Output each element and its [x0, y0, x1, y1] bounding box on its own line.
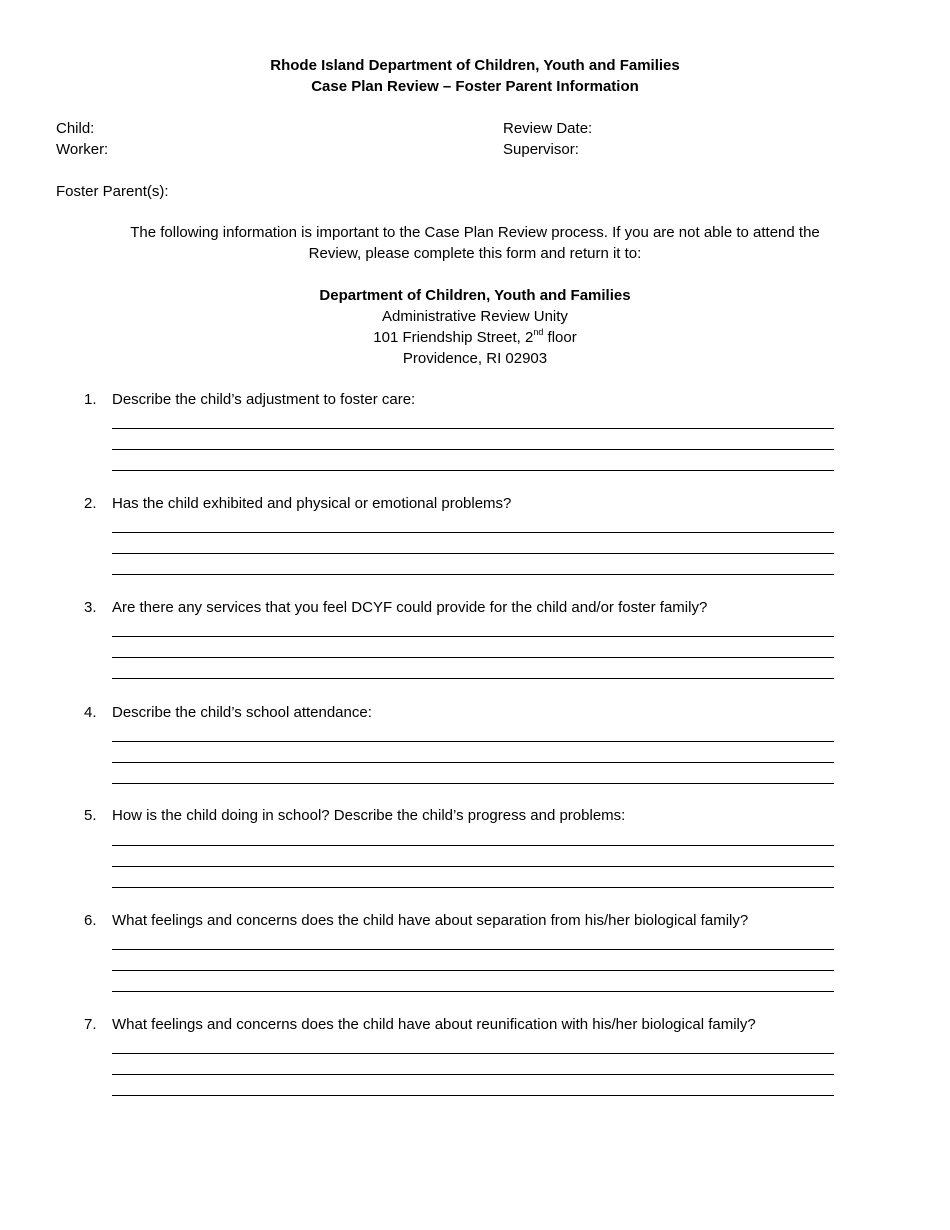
address-unit: Administrative Review Unity [382, 308, 568, 325]
instructions-line-1: The following information is important to the Case Plan Review process. If you are not able to attend the [130, 224, 820, 241]
question-text: What feelings and concerns does the child have about reunification with his/her biological family? [112, 1016, 756, 1033]
answer-line[interactable] [112, 970, 834, 971]
worker-field-label: Worker: [56, 141, 109, 158]
answer-line[interactable] [112, 887, 834, 888]
answer-line[interactable] [112, 470, 834, 471]
org-title: Rhode Island Department of Children, Youth and Families [270, 57, 680, 74]
question-text: What feelings and concerns does the child have about separation from his/her biological family? [112, 912, 749, 929]
address-department: Department of Children, Youth and Families [319, 287, 631, 304]
answer-line[interactable] [112, 741, 834, 742]
child-field-label: Child: [56, 120, 95, 137]
answer-line[interactable] [112, 762, 834, 763]
answer-line[interactable] [112, 449, 834, 450]
foster-parents-field-label: Foster Parent(s): [56, 183, 169, 200]
answer-line[interactable] [112, 532, 834, 533]
address-street [0, 329, 950, 346]
question-number: 6. [84, 912, 97, 929]
answer-line[interactable] [112, 845, 834, 846]
review-date-field-label: Review Date: [503, 120, 593, 137]
address-street-superscript: nd [533, 327, 544, 337]
question-text: How is the child doing in school? Describe the child’s progress and problems: [112, 807, 626, 824]
answer-line[interactable] [112, 949, 834, 950]
answer-line[interactable] [112, 1074, 834, 1075]
answer-line[interactable] [112, 991, 834, 992]
question-number: 3. [84, 599, 97, 616]
question-text: Are there any services that you feel DCYF could provide for the child and/or foster family? [112, 599, 708, 616]
answer-line[interactable] [112, 1095, 834, 1096]
answer-line[interactable] [112, 428, 834, 429]
question-number: 2. [84, 495, 97, 512]
answer-line[interactable] [112, 574, 834, 575]
answer-line[interactable] [112, 678, 834, 679]
answer-line[interactable] [112, 657, 834, 658]
question-number: 4. [84, 704, 97, 721]
answer-line[interactable] [112, 1053, 834, 1054]
instructions-line-2: Review, please complete this form and return it to: [308, 245, 642, 262]
answer-line[interactable] [112, 783, 834, 784]
question-number: 7. [84, 1016, 97, 1033]
answer-line[interactable] [112, 553, 834, 554]
question-number: 5. [84, 807, 97, 824]
question-number: 1. [84, 391, 97, 408]
question-text: Describe the child’s school attendance: [112, 704, 372, 721]
question-text: Describe the child’s adjustment to foster care: [112, 391, 416, 408]
address-street-prefix: 101 Friendship Street, 2 [373, 329, 534, 346]
question-text: Has the child exhibited and physical or emotional problems? [112, 495, 512, 512]
answer-line[interactable] [112, 636, 834, 637]
form-title: Case Plan Review – Foster Parent Information [311, 78, 639, 95]
answer-line[interactable] [112, 866, 834, 867]
address-city: Providence, RI 02903 [402, 350, 548, 367]
supervisor-field-label: Supervisor: [503, 141, 579, 158]
address-street-suffix: floor [543, 329, 577, 346]
